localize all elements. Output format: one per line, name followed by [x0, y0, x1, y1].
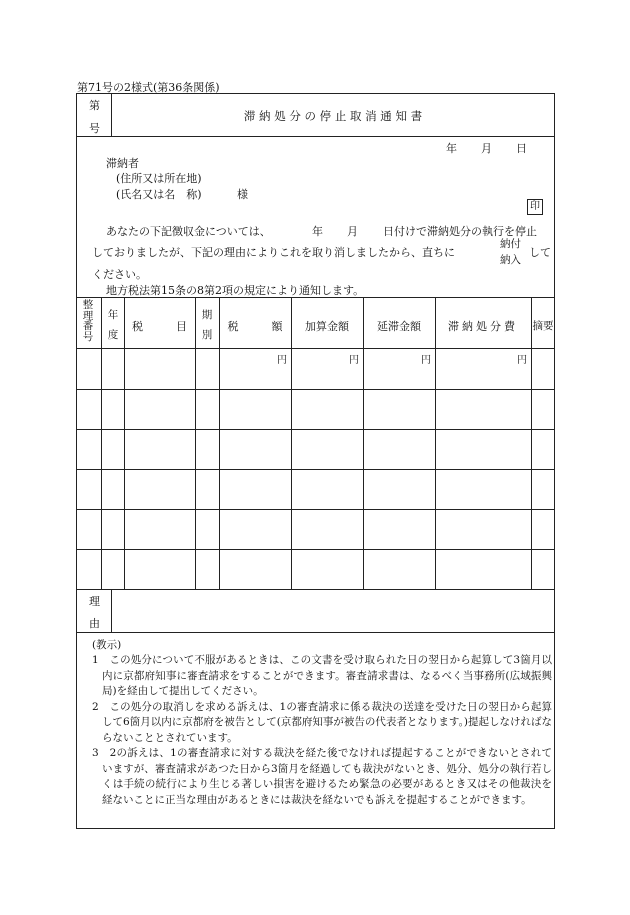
header-tekiyo: 摘要: [532, 320, 554, 332]
number-label-dai: 第: [89, 99, 100, 112]
header-kibetsu: 期別: [201, 309, 213, 341]
instruction-item-3: 3 2の訴えは、1の審査請求に対する裁決を経た後でなければ提起することができないとされていますが、審査請求があつた日から3箇月を経過しても裁決がないとき、処分、処分の執行若しくは手続の続行により生じる著しい損害を避けるため緊急の必要があるとき又はその他裁決を経ないことに正当な理由があるときには裁決を経ないでも訴えを提起することができます。: [92, 747, 552, 806]
header-kasan-kingaku: 加算金額: [305, 320, 349, 333]
instruction-item-2: 2 この処分の取消しを求める訴えは、1の審査請求に係る裁決の送達を受けた日の翌日から起算して6箇月以内に京都府を被告として(京都府知事が被告の代表者となります。)提起しなければならないこととされています。: [92, 700, 552, 744]
unit-kasan: 円: [349, 355, 359, 366]
form-label: 第71号の2様式(第36条関係): [77, 81, 220, 94]
header-taino-shobunhi: 滞納処分費: [448, 320, 518, 333]
col-line-1: [101, 297, 102, 589]
reason-label-yu: 由: [89, 617, 100, 630]
seal-mark: 印: [527, 199, 543, 215]
col-line-6: [363, 297, 364, 589]
header-zeimoku: 税 目: [132, 320, 187, 333]
instruction-item-1: 1 この処分について不服があるときは、この文書を受け取られた日の翌日から起算して3箇月以内に京都府知事に審査請求をすることができます。審査請求書は、なるべく当事務所(広域振興局)を経由して提出してください。: [92, 654, 552, 697]
table-row-line-1: [76, 389, 555, 390]
body-line3: ください。: [92, 268, 147, 281]
addressee-label: 滞納者: [106, 157, 139, 170]
unit-shobunhi: 円: [517, 355, 527, 366]
addressee-honorific: 様: [237, 188, 248, 201]
col-line-7: [435, 297, 436, 589]
document-title: 滞 納 処 分 の 停 止 取 消 通 知 書: [243, 109, 423, 123]
payment-option-nonyu: 納入: [500, 254, 521, 266]
instructions-heading: (教示): [92, 639, 122, 651]
body-line1-start: あなたの下記徴収金については、: [106, 225, 271, 238]
date-day: 日: [516, 142, 527, 155]
unit-zeigaku: 円: [277, 355, 287, 366]
unit-entai: 円: [421, 355, 431, 366]
col-line-2: [124, 297, 125, 589]
reason-label-ri: 理: [89, 595, 100, 608]
header-entai-kingaku: 延滞金額: [377, 320, 421, 333]
table-row-line-2: [76, 429, 555, 430]
table-row-line-4: [76, 509, 555, 510]
table-bottom-line: [76, 589, 555, 590]
header-zeigaku: 税 額: [227, 320, 283, 333]
reason-bottom-line: [76, 632, 555, 633]
col-line-5: [291, 297, 292, 589]
table-header-bottom: [76, 348, 555, 349]
date-year: 年: [446, 142, 457, 155]
table-top-line: [76, 297, 555, 298]
body-line1-end: 日付けで滞納処分の執行を停止: [383, 225, 537, 238]
table-row-line-3: [76, 469, 555, 470]
col-line-4: [219, 297, 220, 589]
header-seiri-bango: 整理番号: [82, 299, 94, 343]
body-line4: 地方税法第15条の8第2項の規定により通知します。: [106, 284, 365, 297]
addressee-name: (氏名又は名 称): [116, 188, 202, 201]
instructions-list: [92, 653, 552, 808]
reason-divider: [111, 589, 112, 632]
header-divider: [76, 136, 555, 137]
body-line1-year: 年: [312, 225, 323, 238]
number-label-go: 号: [89, 122, 100, 135]
body-line2-end: して: [529, 246, 551, 259]
table-row-line-5: [76, 549, 555, 550]
payment-option-nofu: 納付: [500, 238, 521, 250]
addressee-address: (住所又は所在地): [116, 172, 202, 185]
body-line2-start: しておりましたが、下記の理由によりこれを取り消しましたから、直ちに: [92, 246, 455, 259]
header-nendo: 年度: [107, 309, 119, 341]
date-month: 月: [481, 142, 492, 155]
col-line-3: [195, 297, 196, 589]
body-line1-month: 月: [347, 225, 358, 238]
col-line-8: [531, 297, 532, 589]
